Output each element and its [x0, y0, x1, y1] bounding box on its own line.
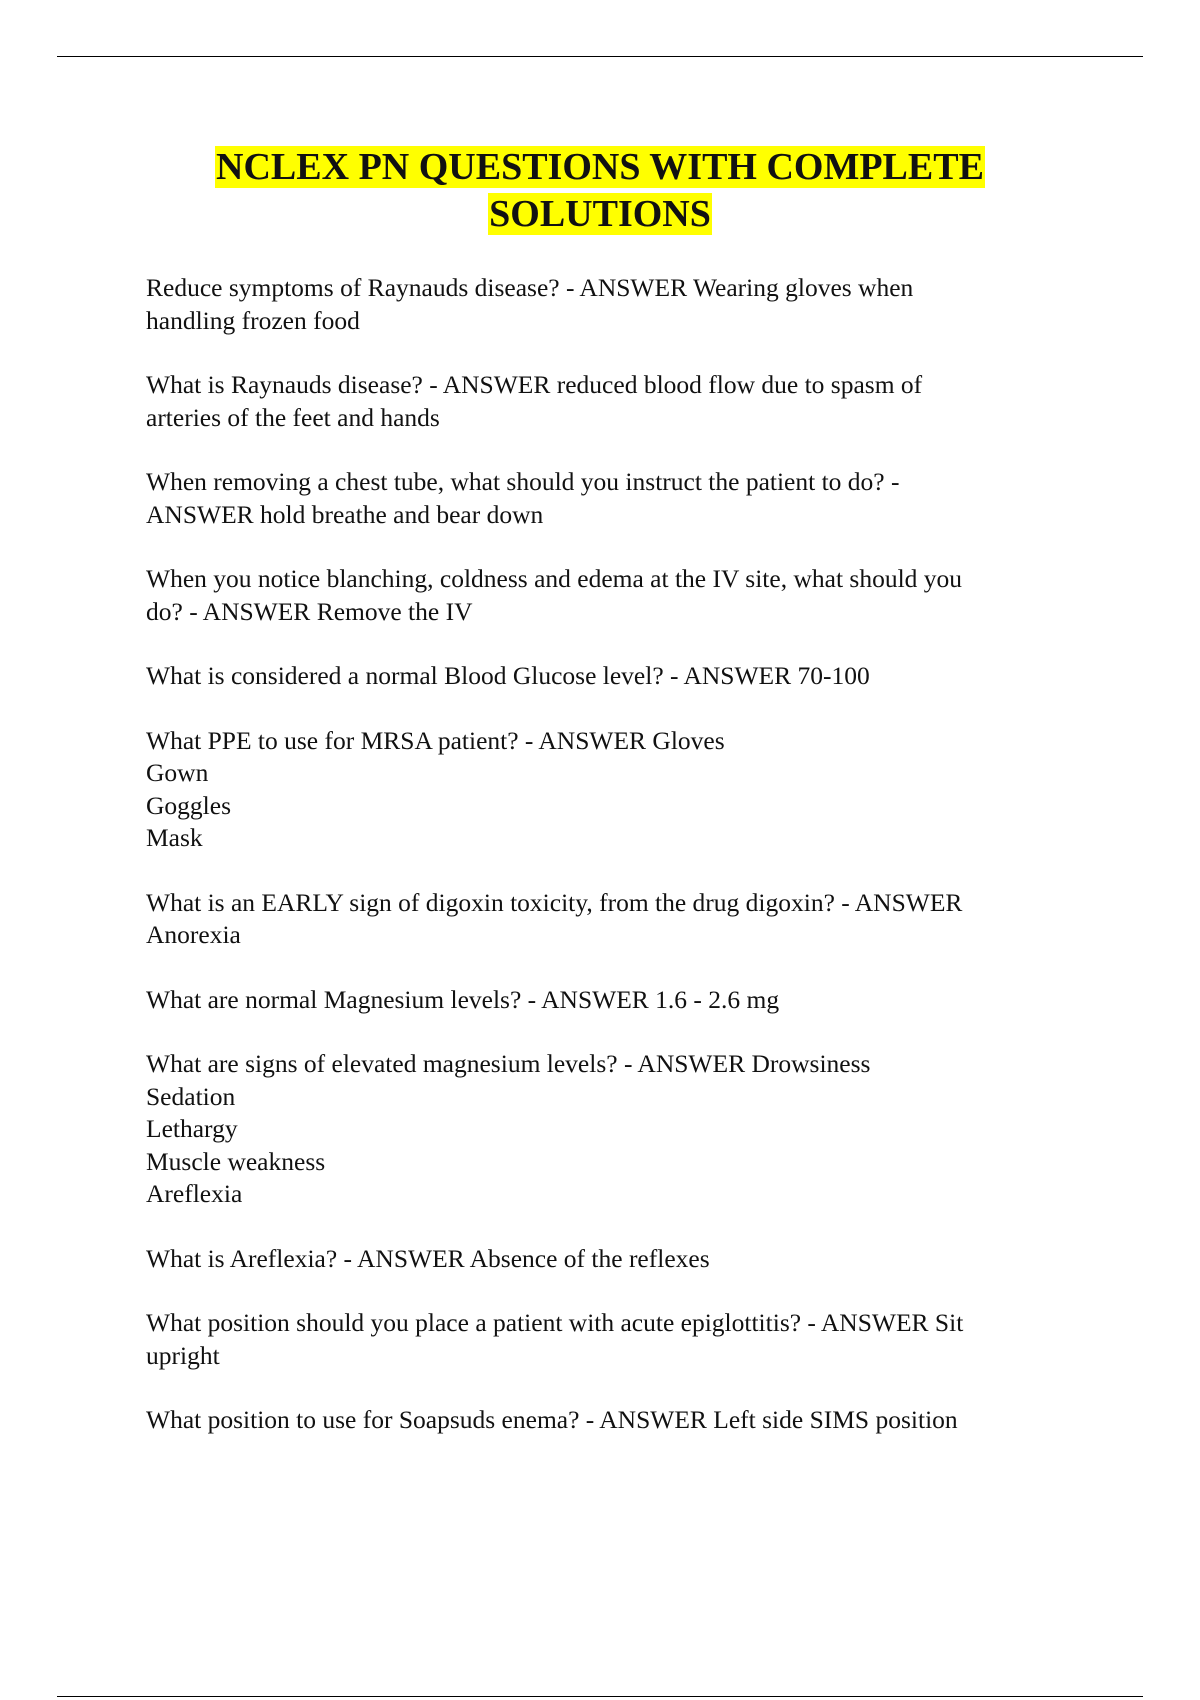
qa-item: What PPE to use for MRSA patient? - ANSWER Gloves Gown Goggles Mask: [146, 725, 725, 852]
qa-item: What are signs of elevated magnesium levels? - ANSWER Drowsiness Sedation Lethargy Muscle weakness Areflexia: [146, 1049, 871, 1208]
qa-item: What is an EARLY sign of digoxin toxicity, from the drug digoxin? - ANSWER Anorexia: [146, 887, 963, 949]
qa-item: Reduce symptoms of Raynauds disease? - ANSWER Wearing gloves when handling frozen food: [146, 273, 914, 335]
qa-item: What is considered a normal Blood Glucose level? - ANSWER 70-100: [146, 661, 870, 690]
qa-list: [146, 272, 1066, 1469]
qa-item: When removing a chest tube, what should you instruct the patient to do? - ANSWER hold breathe and bear down: [146, 467, 900, 529]
top-rule: [57, 56, 1143, 57]
qa-item: What position to use for Soapsuds enema? - ANSWER Left side SIMS position: [146, 1405, 958, 1434]
qa-item: What is Raynauds disease? - ANSWER reduced blood flow due to spasm of arteries of the feet and hands: [146, 370, 923, 432]
qa-item: What is Areflexia? - ANSWER Absence of the reflexes: [146, 1243, 710, 1273]
document-title: [0, 144, 1200, 238]
bottom-rule: [57, 1696, 1143, 1697]
qa-item: What are normal Magnesium levels? - ANSWER 1.6 - 2.6 mg: [146, 984, 780, 1014]
qa-item: When you notice blanching, coldness and edema at the IV site, what should you do? - ANSWER Remove the IV: [146, 564, 963, 626]
document-title-line-2: SOLUTIONS: [489, 193, 711, 235]
document-title-line-1: NCLEX PN QUESTIONS WITH COMPLETE: [216, 146, 984, 188]
qa-item: What position should you place a patient with acute epiglottitis? - ANSWER Sit upright: [146, 1308, 964, 1370]
